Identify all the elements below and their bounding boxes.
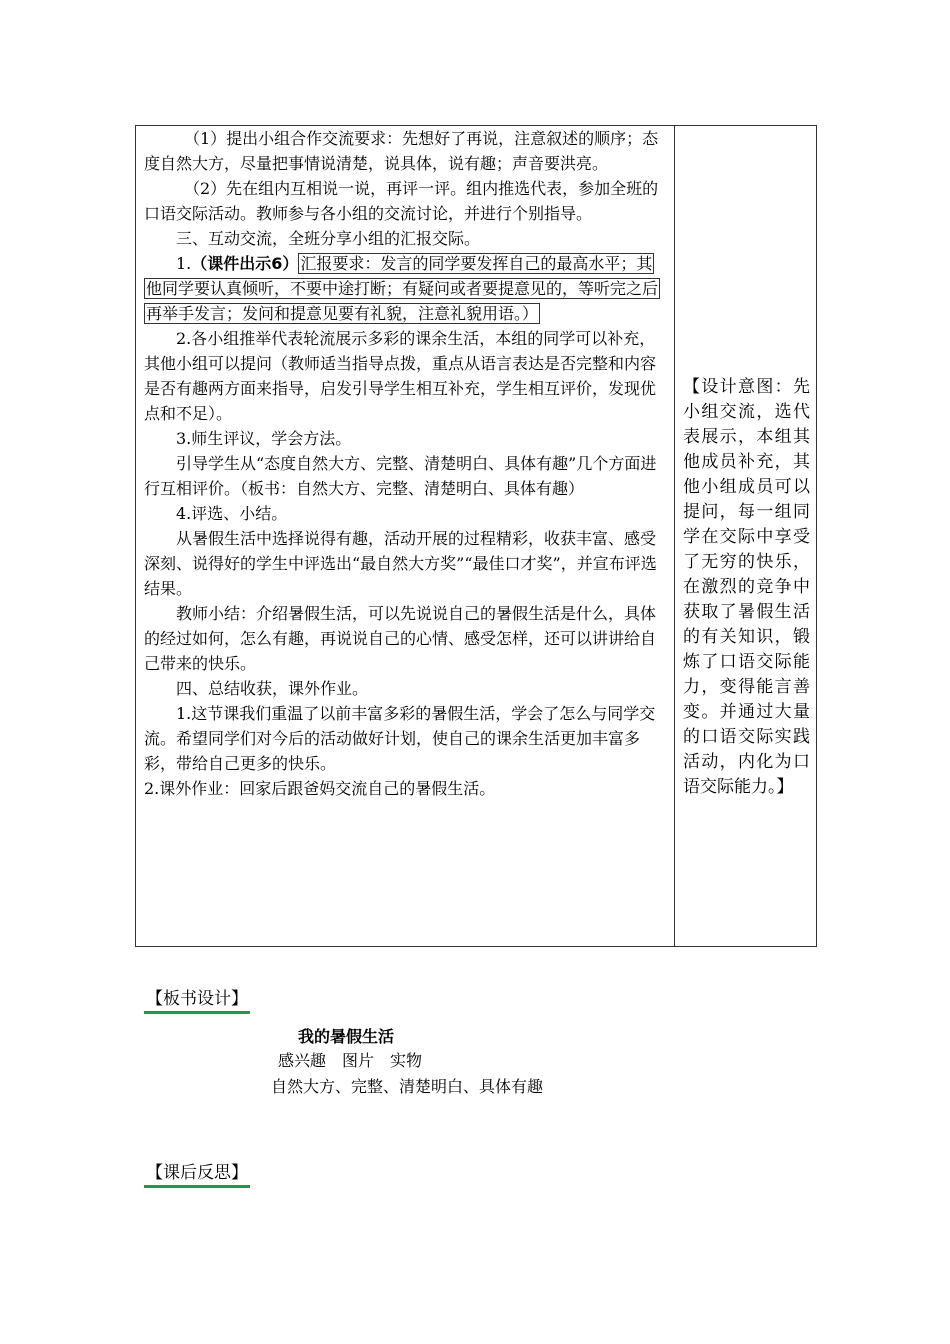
paragraph-report-requirements: [144, 251, 666, 326]
reflection-heading: [146, 1162, 248, 1184]
board-design-heading-text: 【板书设计】: [146, 989, 248, 1009]
paragraph-requirements: （1）提出小组合作交流要求：先想好了再说，注意叙述的顺序；态度自然大方，尽量把事情说清楚，说具体，说有趣；声音要洪亮。: [144, 129, 659, 173]
board-line-criteria: 自然大方、完整、清楚明白、具体有趣: [271, 1077, 544, 1096]
section-heading-four: 四、总结收获，课外作业。: [176, 679, 369, 698]
teaching-process-cell: [136, 126, 675, 947]
paragraph-evaluation-heading: 3.师生评议，学会方法。: [176, 429, 352, 448]
section-heading-three: 三、互动交流，全班分享小组的汇报交际。: [176, 229, 481, 248]
design-intent-text: 【设计意图：先小组交流，选代表展示，本组其他成员补充，其他小组成员可以提问，每一组同学在交际中享受了无穷的快乐，在激烈的竞争中获取了暑假生活的有关知识，锻炼了口语交际能力，变得能言善变。并通过大量的口语交际实践活动，内化为口语交际能力。】: [683, 377, 810, 797]
item-number: 1.: [176, 254, 192, 273]
board-line-materials: 感兴趣 图片 实物: [278, 1051, 423, 1070]
courseware-label: （课件出示6）: [191, 254, 299, 273]
board-design-heading: [146, 988, 248, 1010]
paragraph-lesson-recap: 1.这节课我们重温了以前丰富多彩的暑假生活，学会了怎么与同学交流。希望同学们对今后的活动做好计划，使自己的课余生活更加丰富多彩，带给自己更多的快乐。: [144, 704, 656, 773]
paragraph-teacher-summary: 教师小结：介绍暑假生活，可以先说说自己的暑假生活是什么，具体的经过如何，怎么有趣，再说说自己的心情、感受怎样，还可以讲讲给自己带来的快乐。: [144, 604, 657, 673]
paragraph-selection-heading: 4.评选、小结。: [176, 504, 288, 523]
paragraph-homework: 2.课外作业：回家后跟爸妈交流自己的暑假生活。: [144, 779, 496, 798]
paragraph-group-discussion: （2）先在组内互相说一说，再评一评。组内推选代表，参加全班的口语交际活动。教师参与各小组的交流讨论，并进行个别指导。: [144, 179, 659, 223]
paragraph-selection: 从暑假生活中选择说得有趣，活动开展的过程精彩，收获丰富、感受深刻、说得好的学生中评选出“最自然大方奖”“最佳口才奖”，并宣布评选结果。: [144, 529, 657, 598]
reflection-heading-text: 【课后反思】: [146, 1163, 248, 1183]
board-title: 我的暑假生活: [298, 1027, 395, 1046]
boxed-requirements: 汇报要求：发言的同学要发挥自己的最高水平；其他同学要认真倾听，不要中途打断；有疑问或者要提意见的，等听完之后再举手发言；发问和提意见要有礼貌，注意礼貌用语。）: [146, 254, 659, 323]
design-intent-cell: [675, 126, 817, 947]
paragraph-evaluation-guide: 引导学生从“态度自然大方、完整、清楚明白、具体有趣”几个方面进行互相评价。（板书：自然大方、完整、清楚明白、具体有趣）: [144, 454, 657, 498]
heading-underline: [144, 1011, 250, 1014]
lesson-table: [135, 125, 817, 947]
heading-underline: [144, 1185, 250, 1188]
paragraph-group-showcase: 2.各小组推举代表轮流展示多彩的课余生活，本组的同学可以补充，其他小组可以提问（教师适当指导点拨，重点从语言表达是否完整和内容是否有趣两方面来指导，启发引导学生相互补充，学生相互评价，发现优点和不足）。: [144, 329, 657, 423]
